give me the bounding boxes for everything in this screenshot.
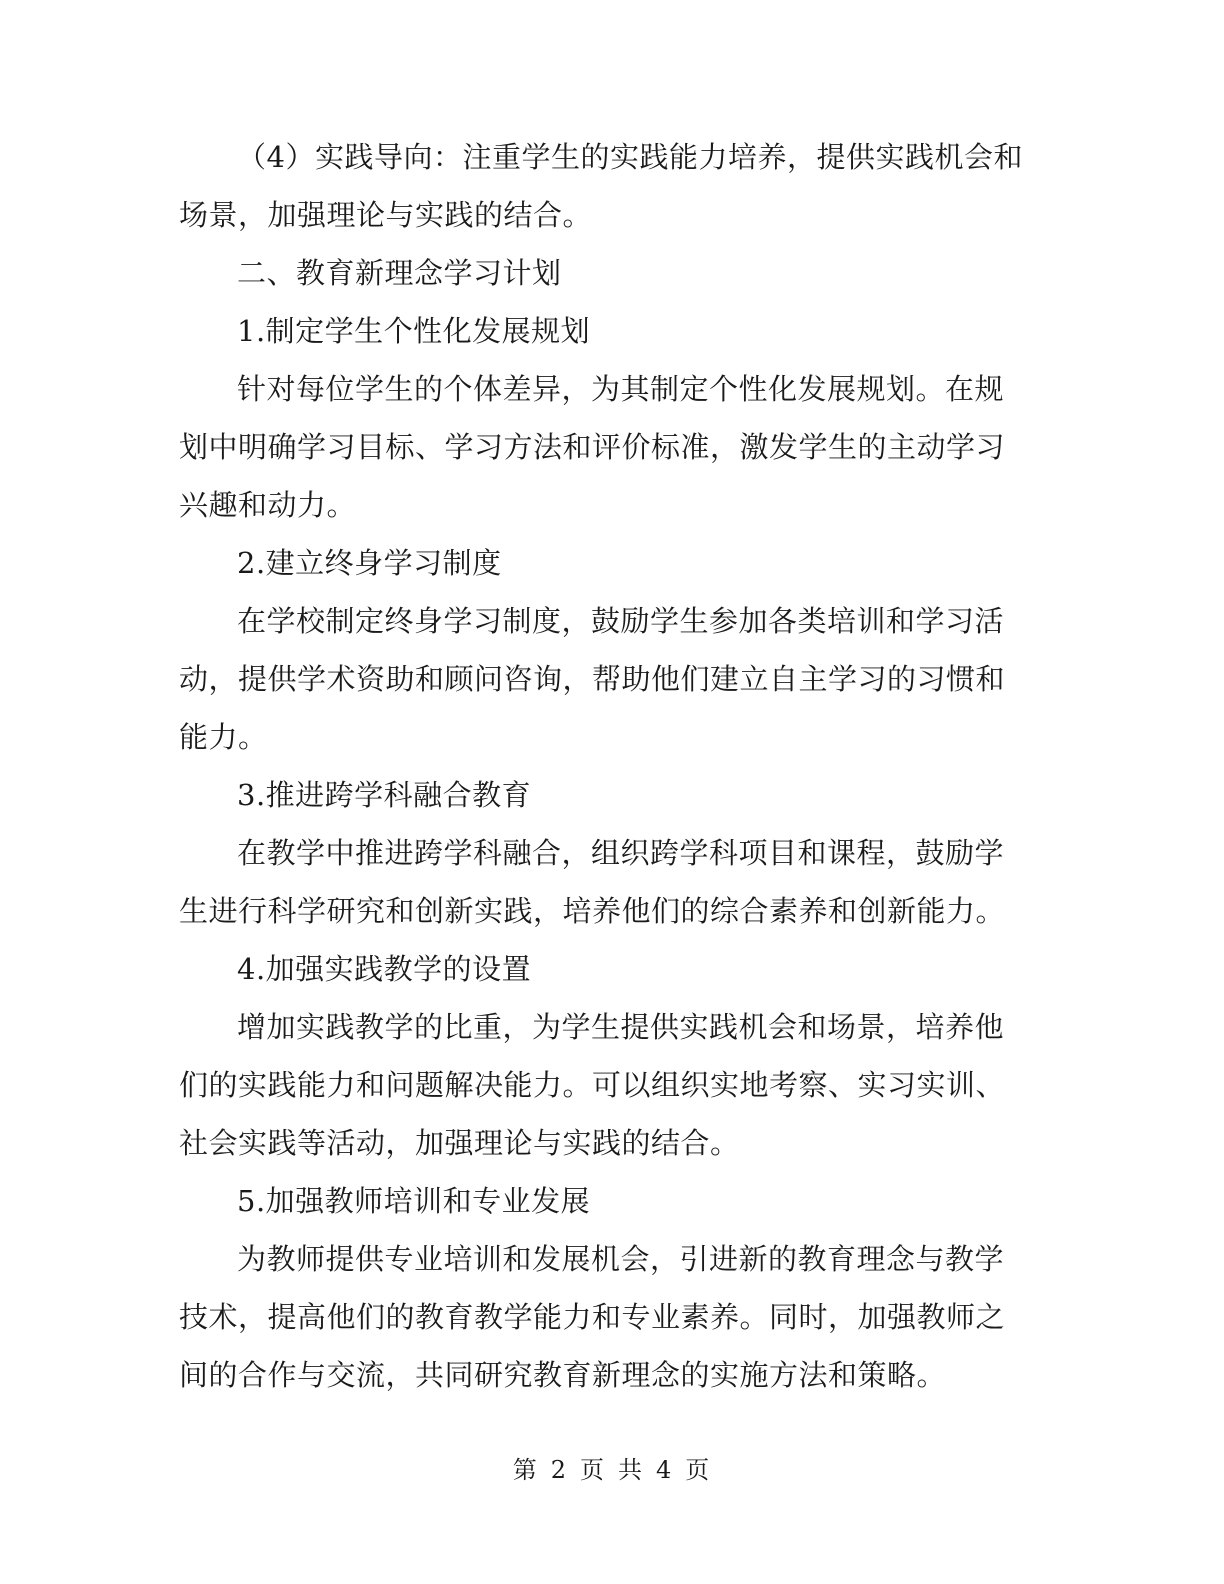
- paragraph-practice-orientation: （4）实践导向：注重学生的实践能力培养，提供实践机会和场景，加强理论与实践的结合。: [179, 140, 1023, 232]
- item-body-4: 增加实践教学的比重，为学生提供实践机会和场景，培养他们的实践能力和问题解决能力。可以组织实地考察、实习实训、社会实践等活动，加强理论与实践的结合。: [179, 1010, 1006, 1160]
- item-heading-1: 1.制定学生个性化发展规划: [237, 314, 591, 348]
- item-body-2: 在学校制定终身学习制度，鼓励学生参加各类培训和学习活动，提供学术资助和顾问咨询，帮助他们建立自主学习的习惯和能力。: [179, 604, 1006, 754]
- footer-prefix: 第: [512, 1456, 539, 1484]
- footer-suffix: 页: [685, 1456, 712, 1484]
- item-heading-3: 3.推进跨学科融合教育: [237, 778, 532, 812]
- footer-current-page: 2: [550, 1456, 568, 1484]
- footer-total-word: 共: [618, 1456, 644, 1484]
- item-body-5: 为教师提供专业培训和发展机会，引进新的教育理念与教学技术，提高他们的教育教学能力和专业素养。同时，加强教师之间的合作与交流，共同研究教育新理念的实施方法和策略。: [179, 1242, 1006, 1392]
- document-body: [179, 128, 1024, 1404]
- footer-total-pages: 4: [656, 1456, 674, 1484]
- footer-page-word: 页: [580, 1456, 606, 1484]
- item-heading-5: 5.加强教师培训和专业发展: [237, 1184, 591, 1218]
- item-heading-4: 4.加强实践教学的设置: [237, 952, 532, 986]
- page-footer: [0, 1455, 1224, 1485]
- section-heading: 二、教育新理念学习计划: [237, 256, 562, 290]
- item-heading-2: 2.建立终身学习制度: [237, 546, 502, 580]
- item-body-1: 针对每位学生的个体差异，为其制定个性化发展规划。在规划中明确学习目标、学习方法和评价标准，激发学生的主动学习兴趣和动力。: [179, 372, 1006, 522]
- item-body-3: 在教学中推进跨学科融合，组织跨学科项目和课程，鼓励学生进行科学研究和创新实践，培养他们的综合素养和创新能力。: [179, 836, 1006, 928]
